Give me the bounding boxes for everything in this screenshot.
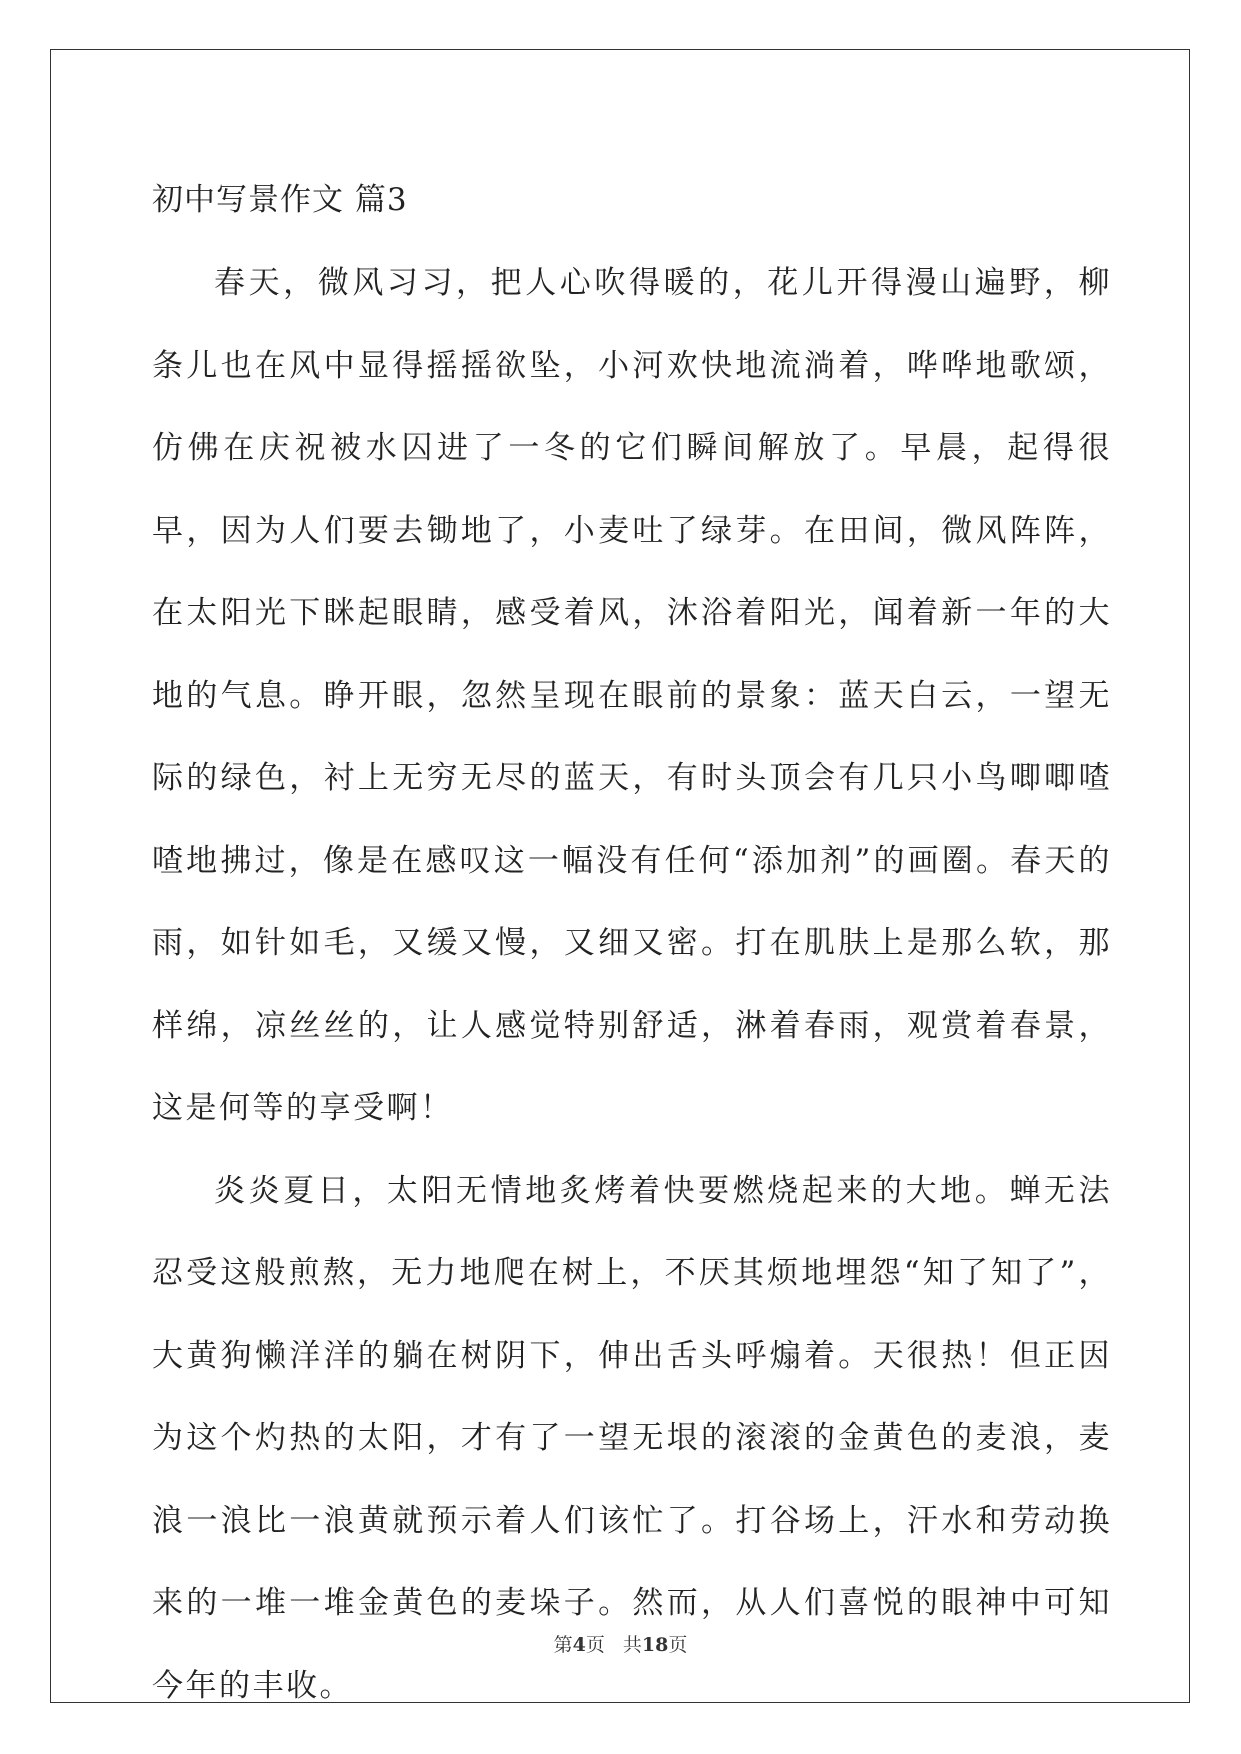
page-total-suffix: 页	[668, 1634, 688, 1656]
page-number-current: 4	[572, 1634, 586, 1656]
page-total-prefix: 共	[622, 1634, 642, 1656]
page-number-suffix: 页	[585, 1634, 605, 1656]
document-body	[152, 164, 1112, 1727]
page-footer	[0, 1630, 1241, 1657]
page-number-prefix: 第	[553, 1634, 573, 1656]
paragraph-summer: 炎炎夏日，太阳无情地炙烤着快要燃烧起来的大地。蝉无法忍受这般煎熬，无力地爬在树上，不厌其烦地埋怨“知了知了”，大黄狗懒洋洋的躺在树阴下，伸出舌头呼煽着。天很热！但正因为这个灼热的太阳，才有了一望无垠的滚滚的金黄色的麦浪，麦浪一浪比一浪黄就预示着人们该忙了。打谷场上，汗水和劳动换来的一堆一堆金黄色的麦垛子。然而，从人们喜悦的眼神中可知今年的丰收。	[152, 1172, 1112, 1704]
page-total-count: 18	[641, 1634, 669, 1656]
document-title: 初中写景作文 篇3	[152, 182, 408, 218]
paragraph-spring: 春天，微风习习，把人心吹得暖的，花儿开得漫山遍野，柳条儿也在风中显得摇摇欲坠，小河欢快地流淌着，哗哗地歌颂，仿佛在庆祝被水囚进了一冬的它们瞬间解放了。早晨，起得很早，因为人们要去锄地了，小麦吐了绿芽。在田间，微风阵阵，在太阳光下眯起眼睛，感受着风，沐浴着阳光，闻着新一年的大地的气息。睁开眼，忽然呈现在眼前的景象：蓝天白云，一望无际的绿色，衬上无穷无尽的蓝天，有时头顶会有几只小鸟唧唧喳喳地拂过，像是在感叹这一幅没有任何“添加剂”的画圈。春天的雨，如针如毛，又缓又慢，又细又密。打在肌肤上是那么软，那样绵，凉丝丝的，让人感觉特别舒适，淋着春雨，观赏着春景，这是何等的享受啊！	[152, 265, 1112, 1126]
